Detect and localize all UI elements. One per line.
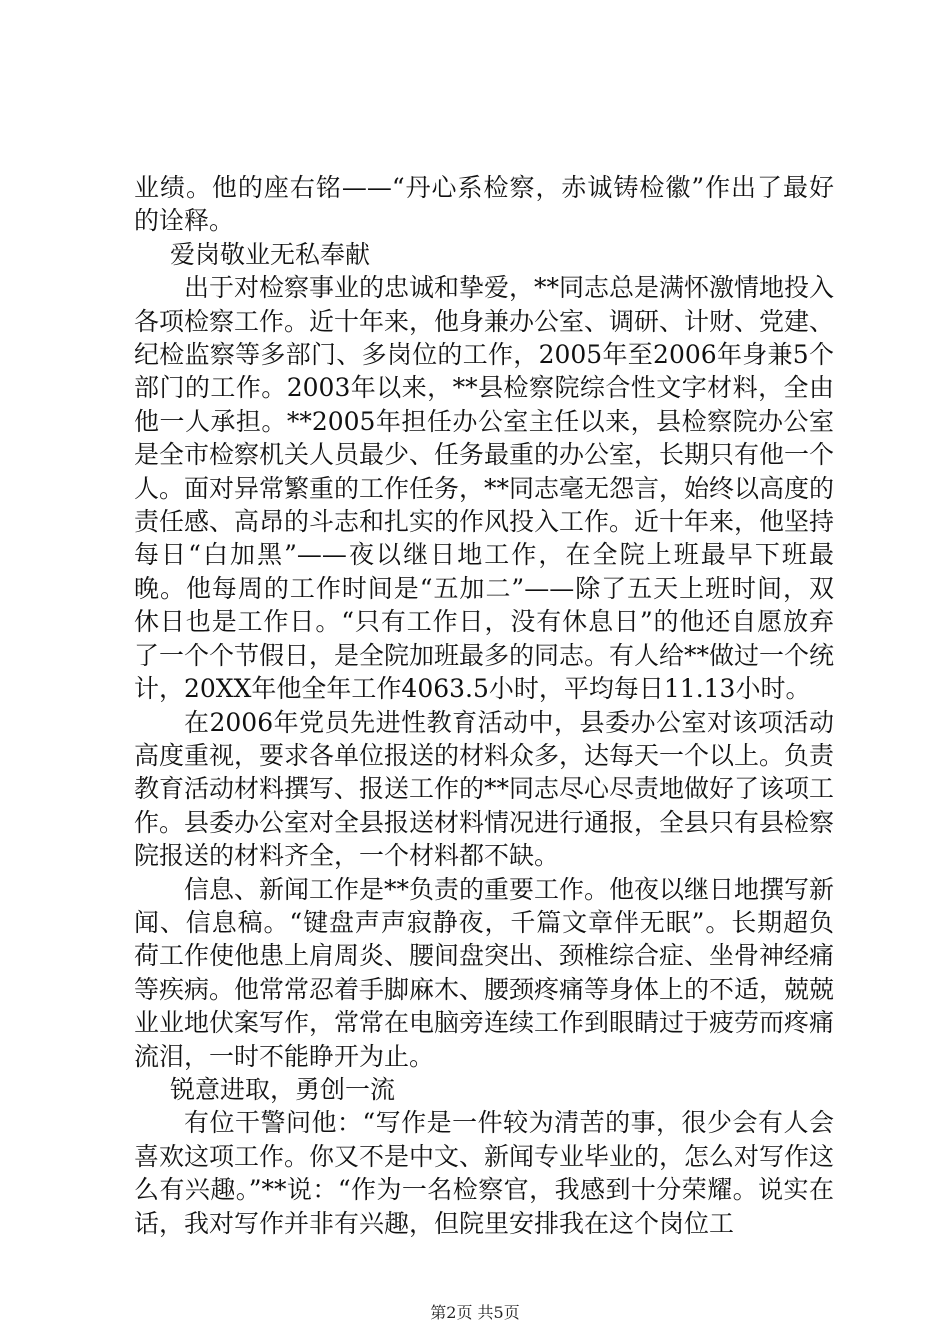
paragraph: 信息、新闻工作是**负责的重要工作。他夜以继日地撰写新闻、信息稿。“键盘声声寂静夜，千篇文章伴无眠”。长期超负荷工作使他患上肩周炎、腰间盘突出、颈椎综合症、坐骨神经痛等疾病。他常常忍着手脚麻木、腰颈疼痛等身体上的不适，兢兢业业地伏案写作，常常在电脑旁连续工作到眼睛过于疲劳而疼痛流泪，一时不能睁开为止。 <box>134 874 835 1071</box>
paragraph: 业绩。他的座右铭——“丹心系检察，赤诚铸检徽”作出了最好的诠释。 <box>134 173 834 236</box>
section-heading: 爱岗敬业无私奉献 <box>170 239 371 269</box>
section-heading: 锐意进取，勇创一流 <box>170 1074 396 1104</box>
paragraph: 有位干警问他：“写作是一件较为清苦的事，很少会有人会喜欢这项工作。你又不是中文、新闻专业毕业的，怎么对写作这么有兴趣。”**说：“作为一名检察官，我感到十分荣耀。说实在话，我对写作并非有兴趣，但院里安排我在这个岗位工 <box>134 1108 835 1238</box>
body-text <box>134 171 834 1240</box>
paragraph: 在2006年党员先进性教育活动中，县委办公室对该项活动高度重视，要求各单位报送的材料众多，达每天一个以上。负责教育活动材料撰写、报送工作的**同志尽心尽责地做好了该项工作。县委办公室对全县报送材料情况进行通报，全县只有县检察院报送的材料齐全，一个材料都不缺。 <box>134 707 835 871</box>
page-number-footer: 第2页 共5页 <box>430 1303 520 1322</box>
paragraph: 出于对检察事业的忠诚和挚爱，**同志总是满怀激情地投入各项检察工作。近十年来，他身兼办公室、调研、计财、党建、纪检监察等多部门、多岗位的工作，2005年至2006年身兼5个部门的工作。2003年以来，**县检察院综合性文字材料，全由他一人承担。**2005年担任办公室主任以来，县检察院办公室是全市检察机关人员最少、任务最重的办公室，长期只有他一个人。面对异常繁重的工作任务，**同志毫无怨言，始终以高度的责任感、高昂的斗志和扎实的作风投入工作。近十年来，他坚持每日“白加黑”——夜以继日地工作，在全院上班最早下班最晚。他每周的工作时间是“五加二”——除了五天上班时间，双休日也是工作日。“只有工作日，没有休息日”的他还自愿放弃了一个个节假日，是全院加班最多的同志。有人给**做过一个统计，20XX年他全年工作4063.5小时，平均每日11.13小时。 <box>134 273 835 704</box>
